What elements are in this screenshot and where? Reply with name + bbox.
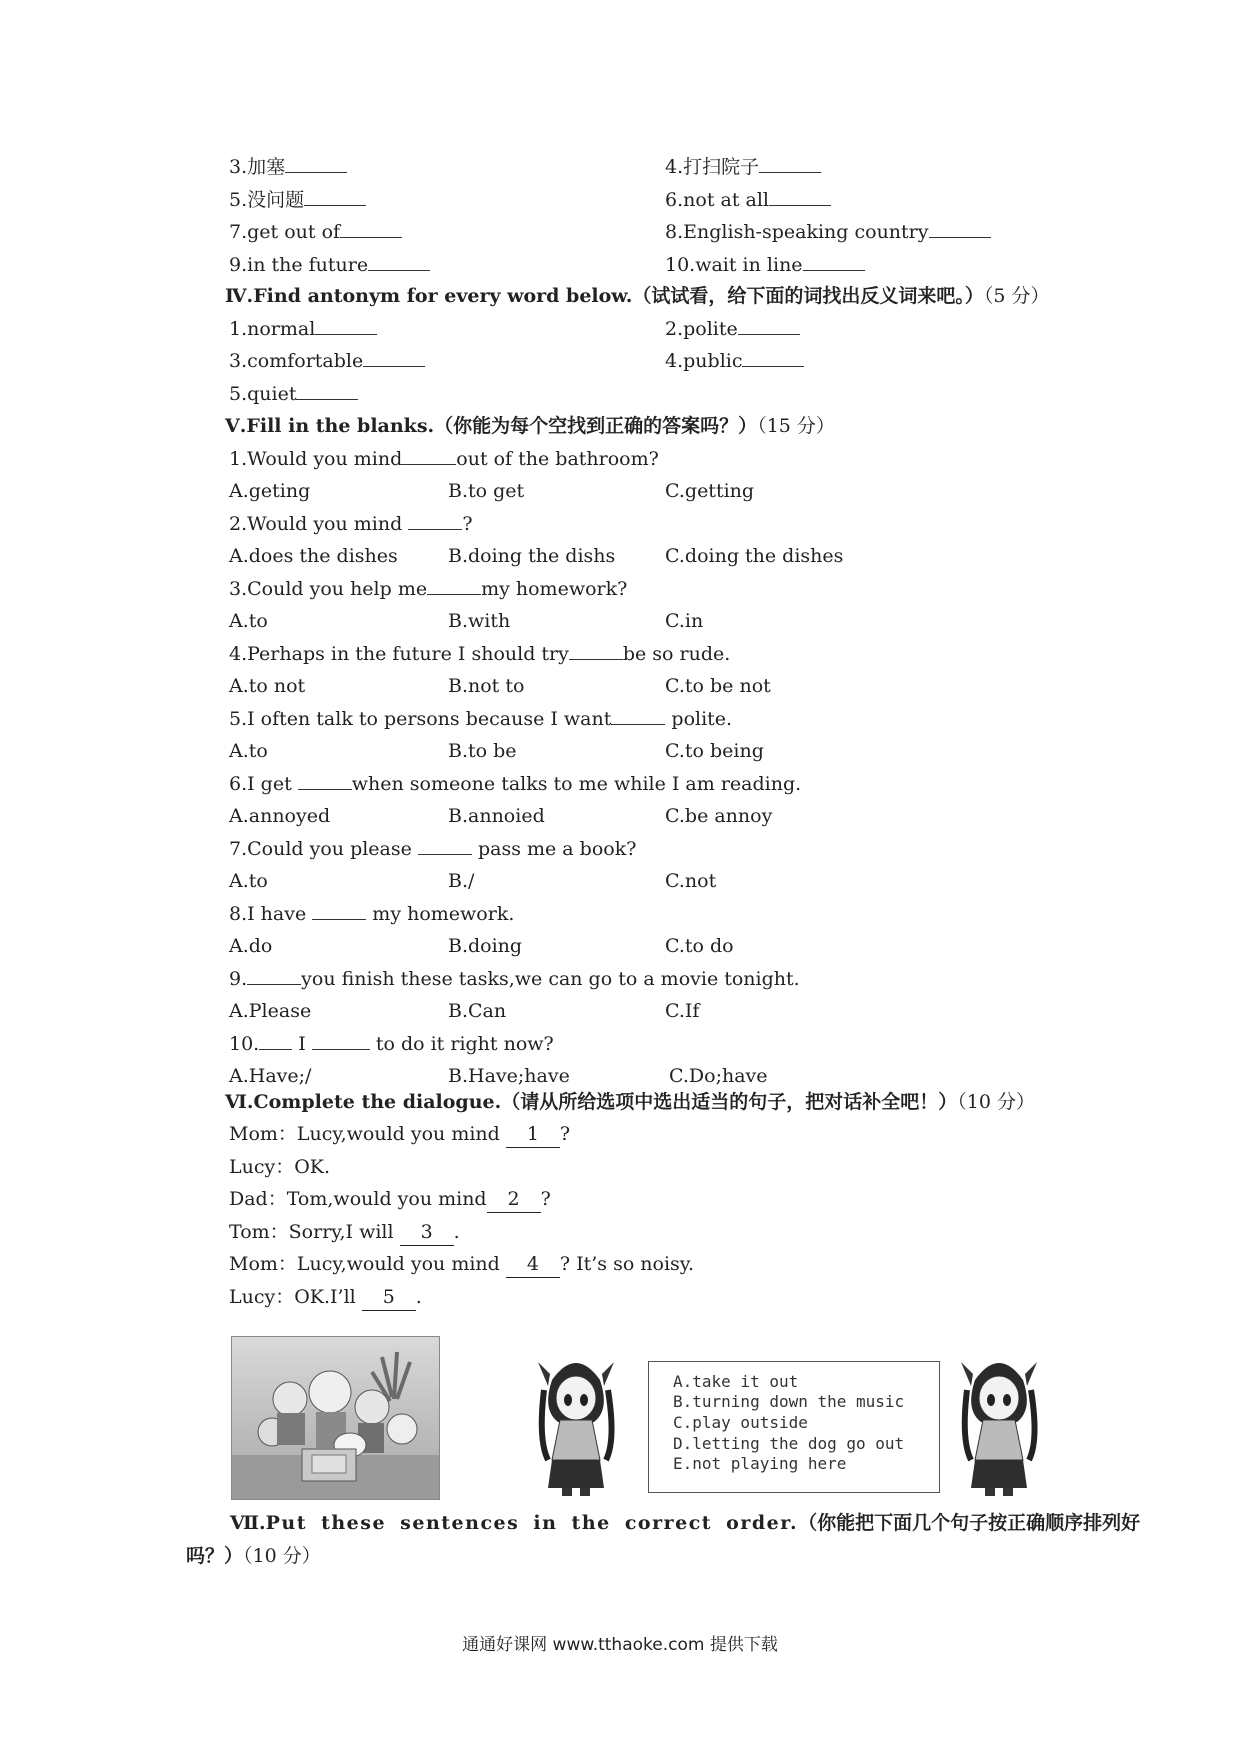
phrase-text: in the future bbox=[247, 253, 369, 276]
answer-option[interactable]: B.with bbox=[448, 610, 511, 632]
antonym-label: 5.quiet bbox=[229, 383, 297, 405]
question-stem bbox=[229, 966, 800, 992]
answer-option[interactable]: A.Please bbox=[229, 1000, 312, 1022]
phrase-text: not at all bbox=[683, 188, 769, 211]
answer-option[interactable]: A.does the dishes bbox=[229, 545, 398, 567]
section-4-title-en: Find antonym for every word below. bbox=[253, 285, 633, 307]
phrase-item bbox=[665, 219, 991, 245]
section-6-title-en: Complete the dialogue. bbox=[253, 1091, 502, 1113]
antonym-item bbox=[229, 316, 377, 342]
section-5-title-en: Fill in the blanks. bbox=[246, 415, 435, 437]
question-text: 9. bbox=[229, 968, 248, 990]
answer-option[interactable]: C.in bbox=[665, 610, 704, 632]
numbered-blank[interactable]: 4 bbox=[506, 1251, 560, 1278]
question-text: polite. bbox=[665, 708, 733, 730]
dialogue-text: ? It’s so noisy. bbox=[559, 1253, 695, 1275]
section-7-roman: Ⅶ. bbox=[230, 1512, 266, 1534]
phrase-item bbox=[229, 252, 430, 278]
antonym-label: 4.public bbox=[665, 350, 743, 372]
answer-option[interactable]: B.annoied bbox=[448, 805, 545, 827]
numbered-blank[interactable]: 5 bbox=[362, 1284, 416, 1311]
question-text: 4.Perhaps in the future I should try bbox=[229, 643, 569, 665]
question-stem bbox=[229, 576, 627, 602]
dialogue-line bbox=[229, 1154, 330, 1180]
question-text: ? bbox=[462, 513, 473, 535]
question-text: pass me a book? bbox=[471, 838, 637, 860]
speaker-name: Dad： bbox=[229, 1188, 287, 1210]
dialogue-option: B.turning down the music bbox=[673, 1392, 905, 1411]
dialogue-option: C.play outside bbox=[673, 1413, 808, 1432]
question-text: out of the bathroom? bbox=[456, 448, 659, 470]
phrase-item bbox=[665, 187, 831, 213]
section-5-title-cn: （你能为每个空找到正确的答案吗？） bbox=[434, 415, 758, 437]
question-stem bbox=[229, 1031, 554, 1057]
numbered-blank[interactable]: 1 bbox=[506, 1121, 560, 1148]
answer-option[interactable]: C.to do bbox=[665, 935, 734, 957]
question-stem bbox=[229, 446, 659, 472]
dialogue-text: . bbox=[453, 1220, 460, 1243]
question-text: 7.Could you please bbox=[229, 838, 418, 860]
answer-option[interactable]: B.to be bbox=[448, 740, 517, 762]
dialogue-option: A.take it out bbox=[673, 1372, 799, 1391]
answer-blank[interactable] bbox=[368, 252, 430, 271]
section-5-heading bbox=[225, 413, 835, 439]
question-text: 8.I have bbox=[229, 903, 313, 925]
antonym-label: 3.comfortable bbox=[229, 350, 364, 372]
dialogue-text: . bbox=[415, 1285, 422, 1308]
answer-blank[interactable] bbox=[304, 187, 366, 206]
answer-option[interactable]: A.geting bbox=[229, 480, 311, 502]
question-text: you finish these tasks,we can go to a movie tonight. bbox=[301, 968, 800, 990]
footer-source: 通通好课网 www.tthaoke.com 提供下载 bbox=[462, 1635, 778, 1655]
answer-blank[interactable] bbox=[427, 576, 481, 595]
answer-option[interactable]: B.to get bbox=[448, 480, 525, 502]
answer-option[interactable]: C.getting bbox=[665, 480, 755, 502]
section-6-roman: Ⅵ. bbox=[225, 1091, 254, 1113]
answer-option[interactable]: A.annoyed bbox=[229, 805, 331, 827]
phrase-text: wait in line bbox=[695, 253, 803, 276]
phrase-item bbox=[665, 154, 821, 180]
question-text: 1.Would you mind bbox=[229, 448, 403, 470]
phrase-item bbox=[229, 154, 347, 180]
question-text: be so rude. bbox=[622, 643, 731, 665]
answer-option[interactable]: B.Have;have bbox=[448, 1065, 570, 1087]
phrase-number: 7. bbox=[229, 221, 248, 243]
answer-blank[interactable] bbox=[312, 1031, 370, 1050]
question-text: I bbox=[292, 1033, 312, 1055]
section-4-roman: Ⅳ. bbox=[225, 285, 254, 307]
antonym-item bbox=[229, 348, 425, 374]
section-4-score: （5 分） bbox=[983, 285, 1050, 307]
section-7-title-cn-2: 吗？） bbox=[186, 1545, 244, 1567]
answer-blank[interactable] bbox=[742, 348, 804, 367]
phrase-number: 4. bbox=[665, 156, 684, 178]
section-7-heading bbox=[230, 1510, 1140, 1536]
phrase-item bbox=[665, 252, 865, 278]
section-6-score: （10 分） bbox=[957, 1091, 1035, 1113]
question-text: 5.I often talk to persons because I want bbox=[229, 708, 612, 730]
answer-option[interactable]: A.to bbox=[229, 870, 268, 892]
antonym-label: 2.polite bbox=[665, 318, 738, 340]
answer-blank[interactable] bbox=[298, 771, 352, 790]
dialogue-text: Lucy,would you mind bbox=[296, 1253, 506, 1275]
answer-blank[interactable] bbox=[259, 1031, 292, 1050]
phrase-number: 8. bbox=[665, 221, 684, 243]
question-text: 6.I get bbox=[229, 773, 298, 795]
phrase-number: 6. bbox=[665, 188, 684, 211]
answer-option[interactable]: C.to be not bbox=[665, 675, 771, 697]
answer-blank[interactable] bbox=[402, 446, 456, 465]
question-stem bbox=[229, 511, 473, 537]
dialogue-text: ? bbox=[540, 1188, 551, 1210]
antonym-item bbox=[665, 316, 800, 342]
dialogue-line bbox=[229, 1251, 694, 1278]
answer-blank[interactable] bbox=[769, 187, 831, 206]
dialogue-line bbox=[229, 1284, 422, 1311]
section-4-title-cn: （试试看，给下面的词找出反义词来吧。） bbox=[632, 285, 984, 307]
dialogue-option: D.letting the dog go out bbox=[673, 1434, 905, 1453]
answer-blank[interactable] bbox=[738, 316, 800, 335]
numbered-blank[interactable]: 2 bbox=[487, 1186, 541, 1213]
question-text: my homework? bbox=[481, 578, 628, 600]
speaker-name: Lucy： bbox=[229, 1285, 295, 1308]
answer-blank[interactable] bbox=[285, 154, 347, 173]
answer-blank[interactable] bbox=[340, 219, 402, 238]
antonym-label: 1.normal bbox=[229, 318, 316, 340]
answer-blank[interactable] bbox=[418, 836, 472, 855]
question-stem bbox=[229, 901, 514, 927]
phrase-text: 没问题 bbox=[247, 188, 305, 211]
phrase-text: 打扫院子 bbox=[683, 156, 760, 178]
dialogue-text: OK. bbox=[294, 1155, 331, 1178]
phrase-text: get out of bbox=[247, 221, 341, 243]
cartoon-girl-left-icon bbox=[530, 1350, 622, 1498]
phrase-text: 加塞 bbox=[247, 156, 286, 178]
section-7-title-en: Put these sentences in the correct order. bbox=[265, 1512, 799, 1534]
question-text: 3.Could you help me bbox=[229, 578, 428, 600]
answer-blank[interactable] bbox=[569, 641, 623, 660]
answer-option[interactable]: B.Can bbox=[448, 1000, 507, 1022]
phrase-number: 10. bbox=[665, 253, 696, 276]
phrase-item bbox=[229, 219, 402, 245]
answer-option[interactable]: C.be annoy bbox=[665, 805, 773, 827]
dialogue-options-box bbox=[648, 1361, 940, 1493]
section-7-heading-cont bbox=[186, 1543, 321, 1569]
section-6-title-cn: （请从所给选项中选出适当的句子，把对话补全吧！） bbox=[501, 1091, 958, 1113]
answer-blank[interactable] bbox=[315, 316, 377, 335]
section-7-title-cn-1: （你能把下面几个句子按正确顺序排列好 bbox=[798, 1512, 1141, 1534]
answer-blank[interactable] bbox=[312, 901, 366, 920]
toys-photo bbox=[231, 1336, 440, 1500]
question-stem bbox=[229, 706, 732, 732]
answer-option[interactable]: B./ bbox=[448, 870, 475, 892]
phrase-item bbox=[229, 187, 366, 213]
answer-option[interactable]: C.doing the dishes bbox=[665, 545, 844, 567]
answer-option[interactable]: A.to bbox=[229, 740, 268, 762]
section-5-roman: Ⅴ. bbox=[225, 415, 247, 437]
question-stem bbox=[229, 641, 730, 667]
answer-option[interactable]: B.doing the dishs bbox=[448, 545, 616, 567]
question-text: when someone talks to me while I am reading. bbox=[351, 773, 802, 795]
dialogue-text: Lucy,would you mind bbox=[296, 1123, 506, 1145]
answer-blank[interactable] bbox=[408, 511, 462, 530]
antonym-item bbox=[665, 348, 804, 374]
answer-option[interactable]: A.to bbox=[229, 610, 268, 632]
dialogue-text: Tom,would you mind bbox=[286, 1188, 487, 1210]
question-stem bbox=[229, 836, 636, 862]
dialogue-text: ? bbox=[559, 1123, 571, 1145]
answer-option[interactable]: C.If bbox=[665, 1000, 700, 1022]
phrase-number: 3. bbox=[229, 156, 248, 178]
speaker-name: Mom： bbox=[229, 1123, 297, 1145]
answer-option[interactable]: C.to being bbox=[665, 740, 764, 762]
phrase-number: 9. bbox=[229, 253, 248, 276]
dialogue-line bbox=[229, 1219, 460, 1246]
speaker-name: Lucy： bbox=[229, 1155, 295, 1178]
question-stem bbox=[229, 771, 801, 797]
question-text: to do it right now? bbox=[369, 1033, 554, 1055]
speaker-name: Tom： bbox=[229, 1220, 289, 1243]
question-text: 2.Would you mind bbox=[229, 513, 409, 535]
phrase-number: 5. bbox=[229, 188, 248, 211]
cartoon-girl-right-icon bbox=[953, 1350, 1045, 1498]
dialogue-line bbox=[229, 1186, 551, 1213]
answer-blank[interactable] bbox=[296, 381, 358, 400]
dialogue-text: OK.I’ll bbox=[294, 1285, 362, 1308]
speaker-name: Mom： bbox=[229, 1253, 297, 1275]
answer-option[interactable]: A.do bbox=[229, 935, 273, 957]
antonym-item bbox=[229, 381, 358, 407]
answer-option[interactable]: A.Have;/ bbox=[229, 1065, 312, 1087]
answer-blank[interactable] bbox=[247, 966, 301, 985]
answer-blank[interactable] bbox=[929, 219, 991, 238]
answer-blank[interactable] bbox=[363, 348, 425, 367]
answer-option[interactable]: C.Do;have bbox=[669, 1065, 768, 1087]
numbered-blank[interactable]: 3 bbox=[400, 1219, 454, 1246]
dialogue-text: Sorry,I will bbox=[288, 1220, 400, 1243]
question-text: 10. bbox=[229, 1033, 260, 1055]
section-4-heading bbox=[225, 283, 1050, 309]
answer-option[interactable]: B.doing bbox=[448, 935, 523, 957]
section-7-score: （10 分） bbox=[243, 1545, 321, 1567]
question-text: my homework. bbox=[366, 903, 515, 925]
dialogue-line bbox=[229, 1121, 570, 1148]
answer-blank[interactable] bbox=[759, 154, 821, 173]
section-5-score: （15 分） bbox=[757, 415, 835, 437]
section-6-heading bbox=[225, 1089, 1035, 1115]
answer-option[interactable]: A.to not bbox=[229, 675, 306, 697]
answer-blank[interactable] bbox=[803, 252, 865, 271]
answer-option[interactable]: C.not bbox=[665, 870, 717, 892]
answer-blank[interactable] bbox=[611, 706, 665, 725]
answer-option[interactable]: B.not to bbox=[448, 675, 525, 697]
dialogue-option: E.not playing here bbox=[673, 1454, 847, 1473]
phrase-text: English-speaking country bbox=[683, 221, 929, 243]
